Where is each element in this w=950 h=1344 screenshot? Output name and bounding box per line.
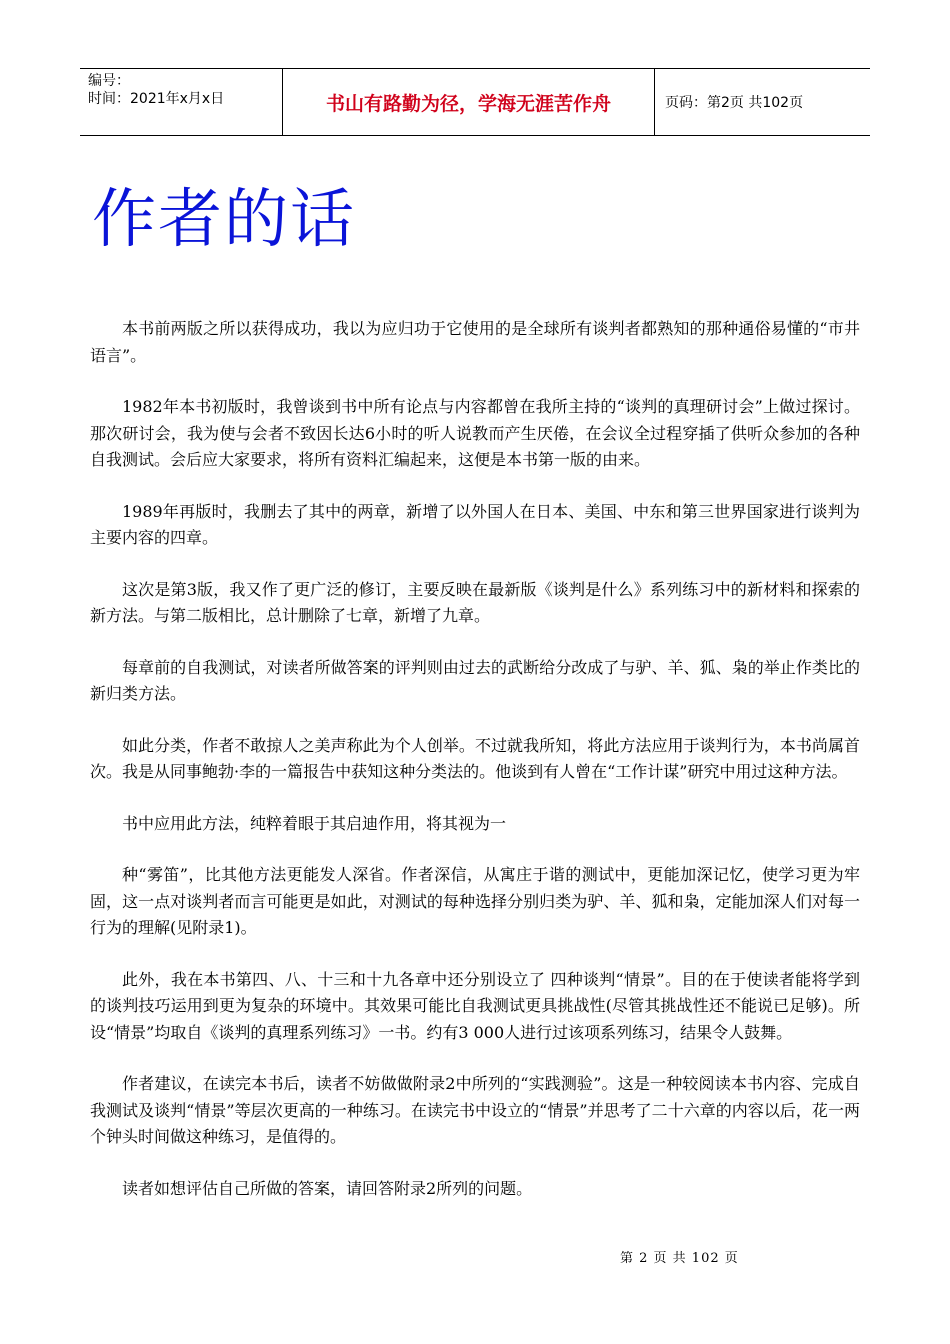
- paragraph: 读者如想评估自己所做的答案，请回答附录2所列的问题。: [122, 1178, 533, 1198]
- paragraph: 这次是第3版，我又作了更广泛的修订，主要反映在最新版《谈判是什么》系列练习中的新材料和探索的新方法。与第二版相比，总计删除了七章，新增了九章。: [90, 579, 860, 625]
- paragraph: 书中应用此方法，纯粹着眼于其启迪作用，将其视为一: [122, 813, 507, 833]
- document-number-label: 编号：: [88, 73, 130, 89]
- paragraph: 作者建议，在读完本书后，读者不妨做做附录2中所列的“实践测验”。这是一种较阅读本书内容、完成自我测试及谈判“情景”等层次更高的一种练习。在读完书中设立的“情景”并思考了二十六章的内容以后，花一两个钟头时间做这种练习，是值得的。: [90, 1074, 860, 1146]
- paragraph: 种“雾笛”，比其他方法更能发人深省。作者深信，从寓庄于谐的测试中，更能加深记忆，使学习更为牢固，这一点对谈判者而言可能更是如此，对测试的每种选择分别归类为驴、羊、狐和枭，定能加深人们对每一行为的理解(见附录1)。: [90, 865, 860, 937]
- page-footer: 第 2 页 共 102 页: [620, 1251, 739, 1266]
- header-motto: 书山有路勤为径，学海无涯苦作舟: [283, 69, 655, 135]
- paragraph: 每章前的自我测试，对读者所做答案的评判则由过去的武断给分改成了与驴、羊、狐、枭的举止作类比的新归类方法。: [90, 657, 860, 703]
- paragraph: 此外，我在本书第四、八、十三和十九各章中还分别设立了 四种谈判“情景”。目的在于使读者能将学到的谈判技巧运用到更为复杂的环境中。其效果可能比自我测试更具挑战性(尽管其挑战性还不能说已足够)。所设“情景”均取自《谈判的真理系列练习》一书。约有3 000人进行过该项系列练习，结果令人鼓舞。: [90, 969, 860, 1042]
- paragraph: 如此分类，作者不敢掠人之美声称此为个人创举。不过就我所知，将此方法应用于谈判行为，本书尚属首次。我是从同事鲍勃·李的一篇报告中获知这种分类法的。他谈到有人曾在“工作计谋”研究中用过这种方法。: [90, 735, 860, 781]
- header-meta: [80, 69, 283, 135]
- page-header: [80, 68, 870, 136]
- document-time-label: 时间：2021年x月x日: [88, 91, 225, 107]
- paragraph: 1982年本书初版时，我曾谈到书中所有论点与内容都曾在我所主持的“谈判的真理研讨会”上做过探讨。那次研讨会，我为使与会者不致因长达6小时的听人说教而产生厌倦，在会议全过程穿插了供听众参加的各种自我测试。会后应大家要求，将所有资料汇编起来，这便是本书第一版的由来。: [90, 397, 860, 469]
- paragraph: 1989年再版时，我删去了其中的两章，新增了以外国人在日本、美国、中东和第三世界国家进行谈判为主要内容的四章。: [90, 501, 860, 547]
- body-text: [90, 316, 860, 1227]
- paragraph: 本书前两版之所以获得成功，我以为应归功于它使用的是全球所有谈判者都熟知的那种通俗易懂的“市井语言”。: [90, 319, 860, 365]
- page-title: 作者的话: [92, 183, 356, 257]
- header-page-info: 页码：第2页 共102页: [665, 95, 804, 111]
